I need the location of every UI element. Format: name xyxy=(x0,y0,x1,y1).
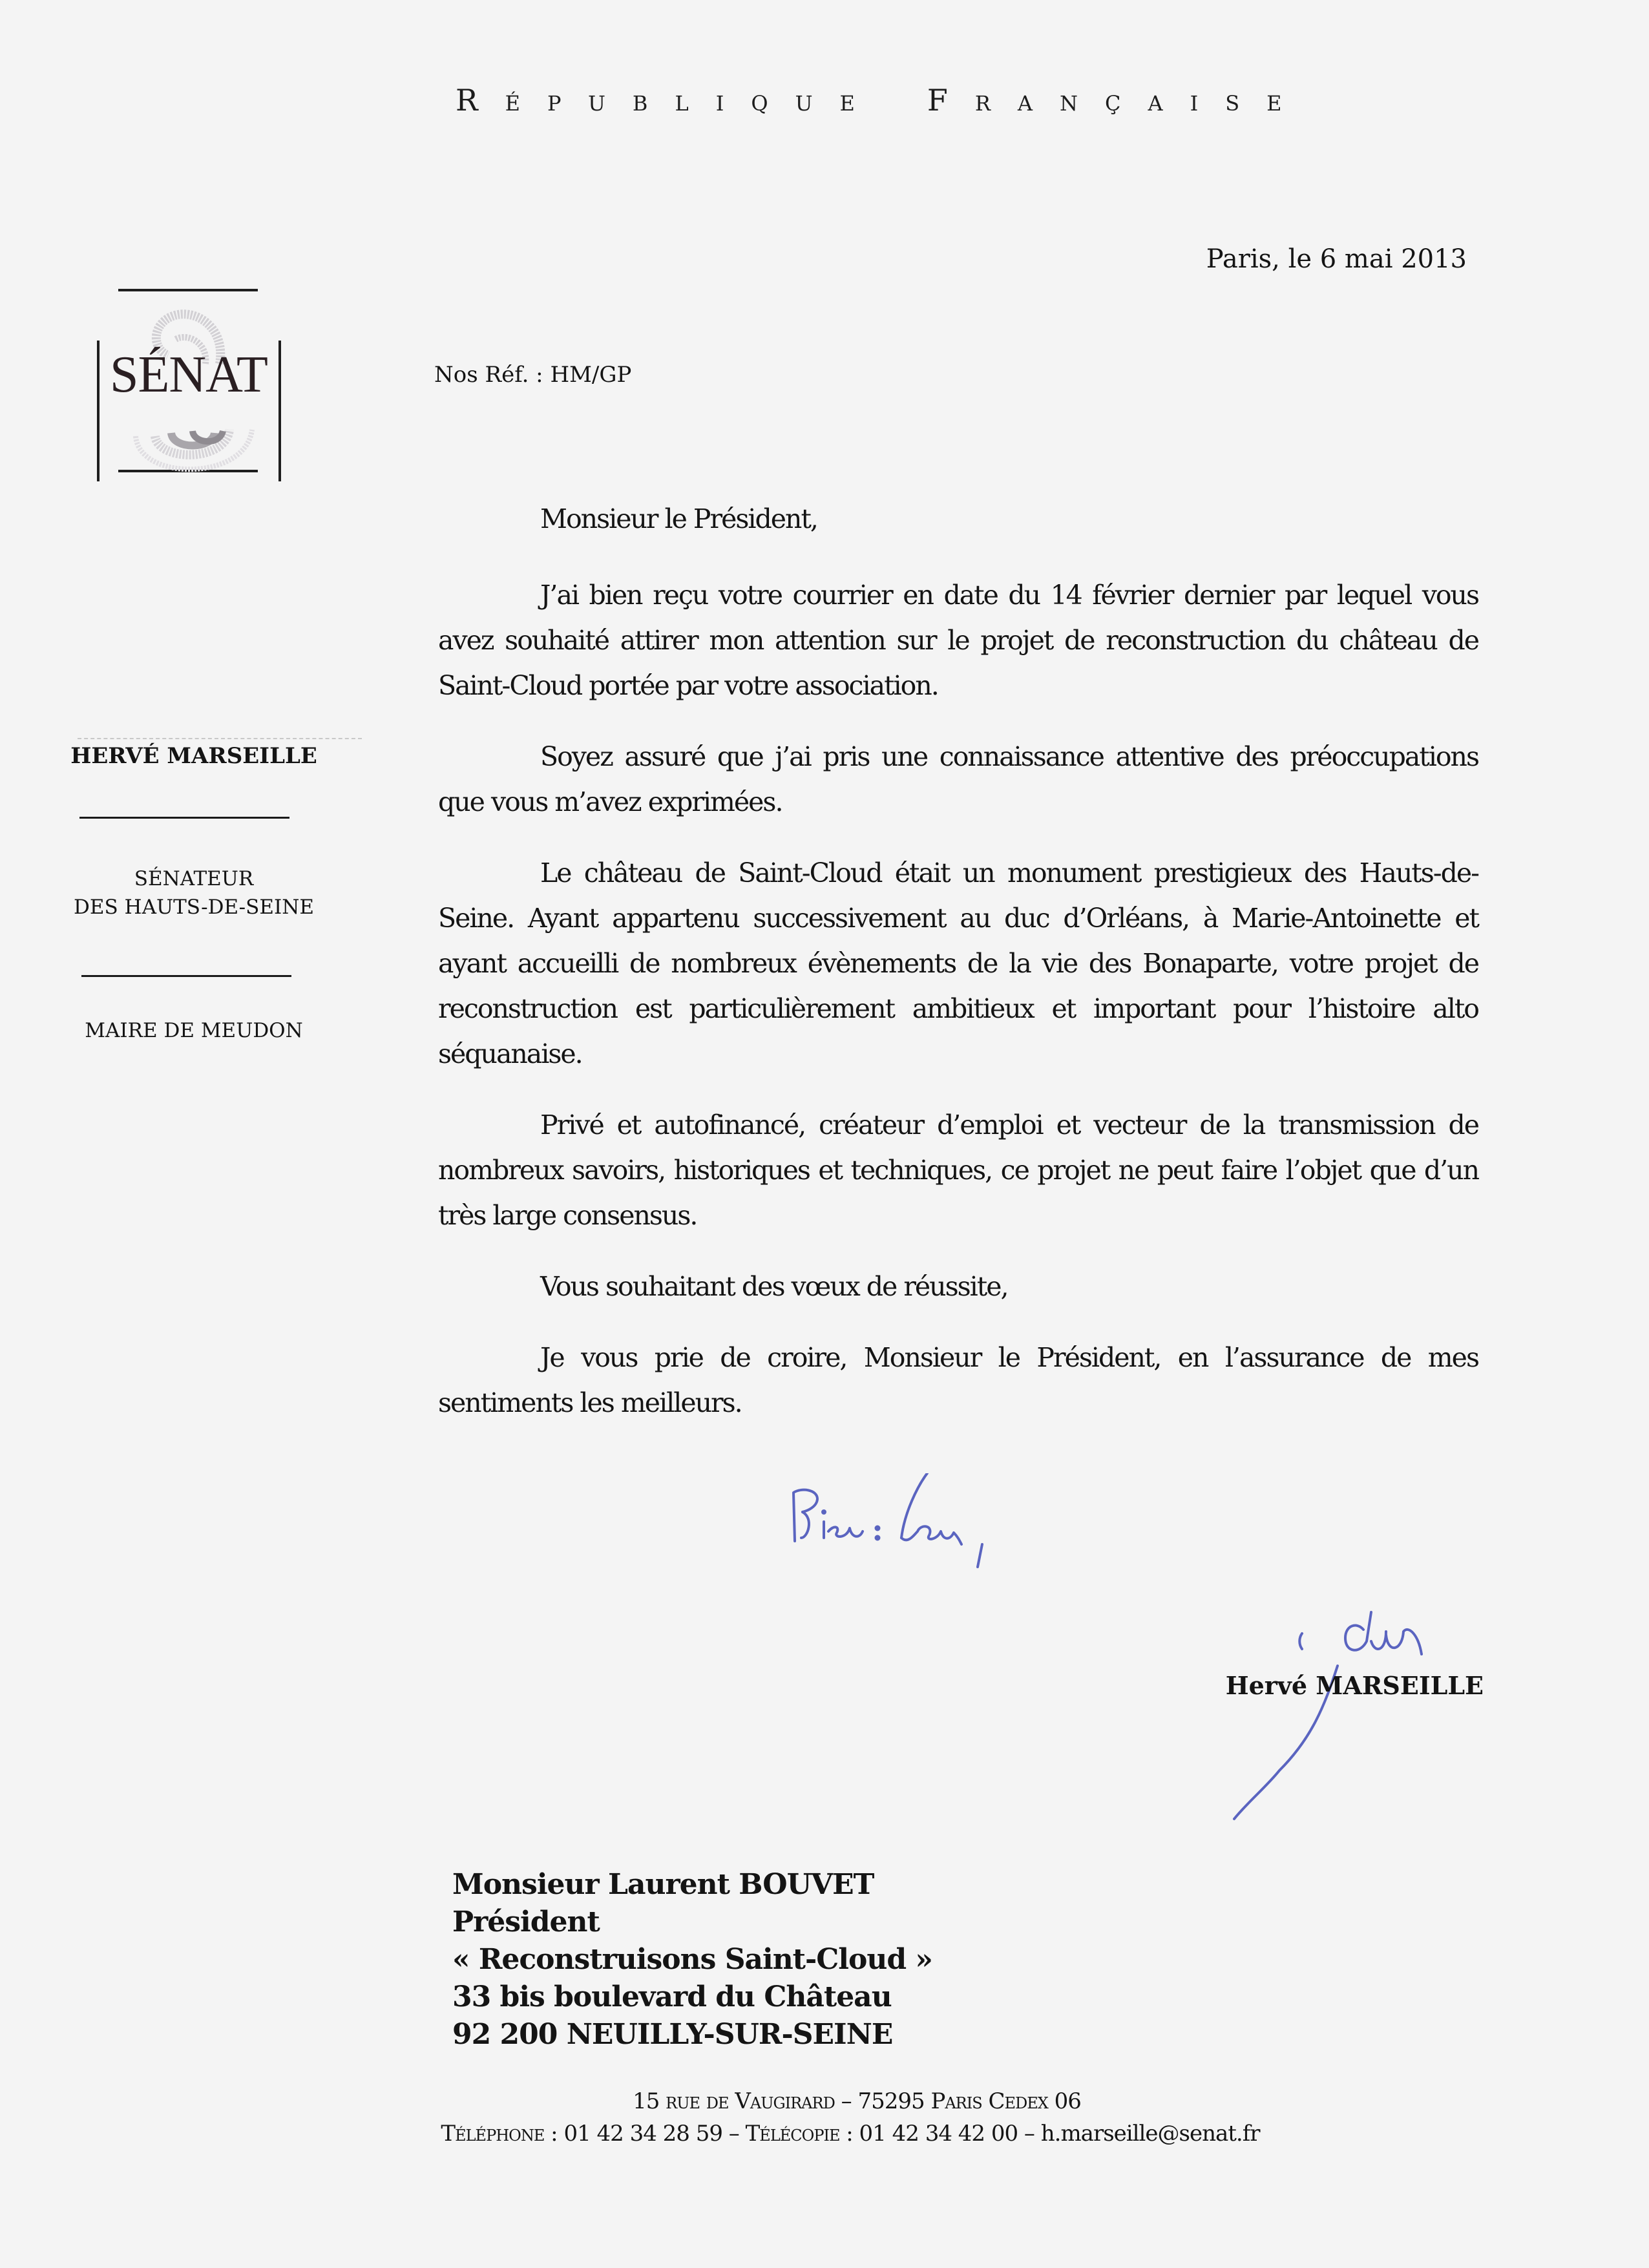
recipient-street: 33 bis boulevard du Château xyxy=(452,1980,892,2013)
footer-city: Paris Cedex xyxy=(930,2088,1048,2114)
recipient-city: 92 200 NEUILLY-SUR-SEINE xyxy=(452,2018,893,2051)
footer-postcode: 75295 xyxy=(857,2088,925,2114)
footer-fax-label: Télécopie xyxy=(745,2121,840,2147)
header-word-francaise: Française xyxy=(927,83,1309,118)
senat-logo xyxy=(97,288,281,475)
handwritten-note-icon xyxy=(788,1473,1014,1577)
header-word-republique: République xyxy=(456,83,882,118)
signature-icon xyxy=(1202,1596,1493,1829)
paragraph-2: Soyez assuré que j’ai pris une connaissance attentive des préoccupations que vous m’avez exprimées. xyxy=(438,741,1478,817)
paragraph-closing: Je vous prie de croire, Monsieur le Président, en l’assurance de mes sentiments les meilleurs. xyxy=(438,1342,1478,1418)
recipient-organization: « Reconstruisons Saint-Cloud » xyxy=(452,1943,932,1976)
sender-name: HERVÉ MARSEILLE xyxy=(70,743,317,769)
paragraph-1: J’ai bien reçu votre courrier en date du 14 février dernier par lequel vous avez souhaité attirer mon attention sur le projet de reconstruction du château de Saint-Cloud portée par votre association. xyxy=(438,580,1478,701)
sender-divider-2 xyxy=(81,975,291,977)
recipient-address-block xyxy=(452,1866,932,2053)
footer-separator: – xyxy=(841,2088,852,2114)
republique-francaise-header xyxy=(456,83,1309,118)
recipient-name: Monsieur Laurent BOUVET xyxy=(452,1868,874,1901)
footer-arrondissement: 06 xyxy=(1054,2088,1081,2114)
footer-address xyxy=(0,2088,1649,2114)
letter-body xyxy=(438,496,1478,1451)
sender-role-mayor: MAIRE DE MEUDON xyxy=(85,1019,303,1042)
paragraph-5: Vous souhaitant des vœux de réussite, xyxy=(540,1271,1008,1302)
footer-phone: 01 42 34 28 59 xyxy=(563,2121,722,2147)
signature-name: Hervé MARSEILLE xyxy=(1225,1671,1484,1700)
footer-fax: 01 42 34 42 00 xyxy=(859,2121,1018,2147)
paragraph-4: Privé et autofinancé, créateur d’emploi et vecteur de la transmission de nombreux savoirs, historiques et techniques, ce projet ne peut faire l’objet que d’un très large consensus. xyxy=(438,1109,1478,1231)
footer-street-number: 15 xyxy=(633,2088,660,2114)
footer-email-link[interactable]: h.marseille@senat.fr xyxy=(1040,2121,1260,2147)
footer-phone-label: Téléphone xyxy=(441,2121,545,2147)
sender-role-line2: DES HAUTS-DE-SEINE xyxy=(73,896,315,919)
fold-mark xyxy=(78,738,362,740)
salutation: Monsieur le Président, xyxy=(540,503,817,534)
logo-wordmark: SÉNAT xyxy=(110,346,268,403)
footer-contact: Téléphone : 01 42 34 28 59 – Télécopie : 01 42 34 42 00 – h.marseille@senat.fr xyxy=(441,2121,1260,2147)
sender-role-senator xyxy=(52,865,336,921)
recipient-title: Président xyxy=(452,1906,600,1938)
sender-role-line1: SÉNATEUR xyxy=(134,867,254,890)
letter-date: Paris, le 6 mai 2013 xyxy=(1206,244,1467,274)
paragraph-3: Le château de Saint-Cloud était un monument prestigieux des Hauts-de-Seine. Ayant appartenu successivement au duc d’Orléans, à Marie-Antoinette et ayant accueilli de nombreux évènements de la vie des Bonaparte, votre projet de reconstruction est particulièrement ambitieux et important pour l’histoire alto séquanaise. xyxy=(438,857,1478,1069)
footer-street: rue de Vaugirard xyxy=(666,2088,835,2114)
sender-divider-1 xyxy=(79,817,289,819)
letter-reference: Nos Réf. : HM/GP xyxy=(434,362,632,388)
